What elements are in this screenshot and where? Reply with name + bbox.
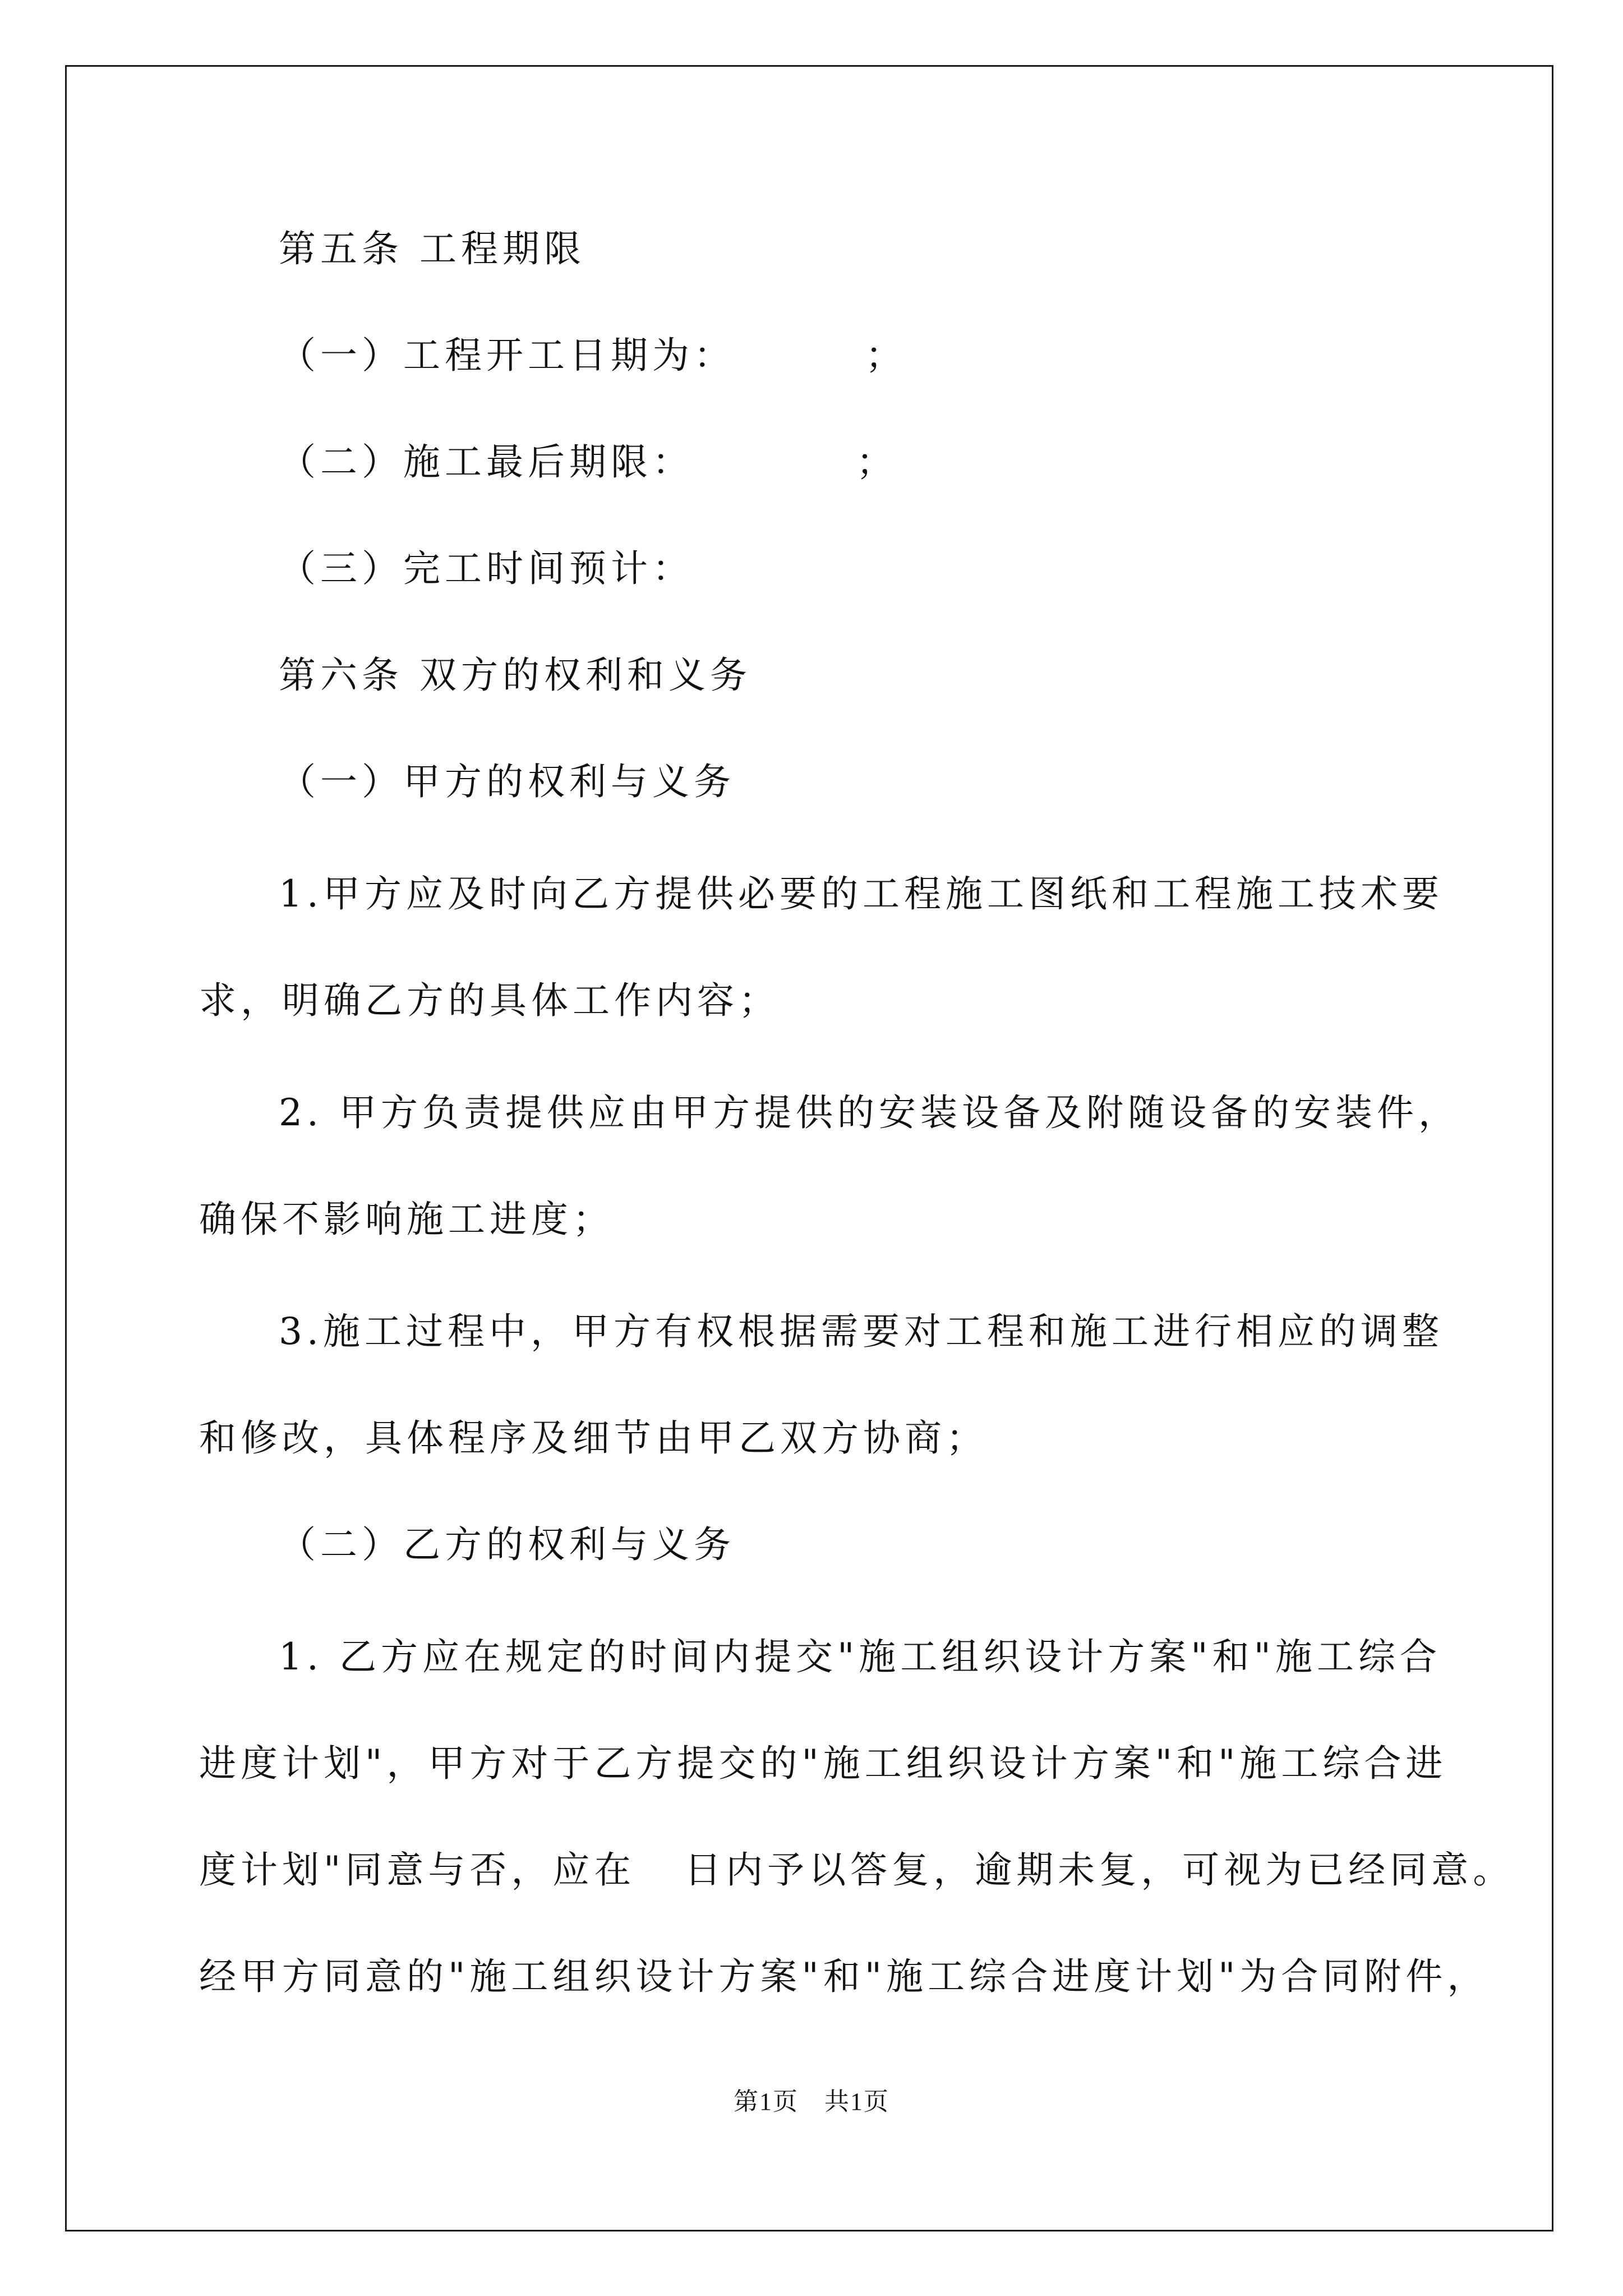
page-total: 共1页: [824, 2088, 889, 2115]
party-a-item-1-line-1: 1.甲方应及时向乙方提供必要的工程施工图纸和工程施工技术要: [279, 872, 1444, 915]
party-a-item-1-line-2: 求，明确乙方的具体工作内容；: [199, 979, 780, 1022]
party-b-heading: （二）乙方的权利与义务: [279, 1523, 735, 1566]
page-footer: [0, 2087, 1623, 2117]
deadline-line: （二）施工最后期限： ；: [279, 440, 898, 484]
completion-line: （三）完工时间预计：: [279, 547, 694, 590]
party-b-item-1-line-2: 进度计划"，甲方对于乙方提交的"施工组织设计方案"和"施工综合进: [199, 1742, 1447, 1785]
party-a-heading: （一）甲方的权利与义务: [279, 760, 735, 803]
page-border: [65, 65, 1553, 2231]
party-a-item-2-line-2: 确保不影响施工进度；: [199, 1198, 614, 1241]
party-a-item-2-line-1: 2. 甲方负责提供应由甲方提供的安装设备及附随设备的安装件，: [279, 1091, 1460, 1134]
page-number: 第1页: [734, 2088, 799, 2115]
party-b-item-1-line-4: 经甲方同意的"施工组织设计方案"和"施工综合进度计划"为合同附件，: [199, 1955, 1489, 1998]
start-date-line: （一）工程开工日期为： ；: [279, 334, 907, 377]
party-b-item-1-line-3: 度计划"同意与否，应在 日内予以答复，逾期未复，可视为已经同意。: [199, 1848, 1515, 1892]
party-a-item-3-line-1: 3.施工过程中，甲方有权根据需要对工程和施工进行相应的调整: [279, 1310, 1444, 1353]
party-b-item-1-line-1: 1. 乙方应在规定的时间内提交"施工组织设计方案"和"施工综合: [279, 1635, 1442, 1678]
article-6-heading: 第六条 双方的权利和义务: [279, 654, 751, 697]
article-5-heading: 第五条 工程期限: [279, 227, 585, 270]
party-a-item-3-line-2: 和修改，具体程序及细节由甲乙双方协商；: [199, 1416, 988, 1460]
